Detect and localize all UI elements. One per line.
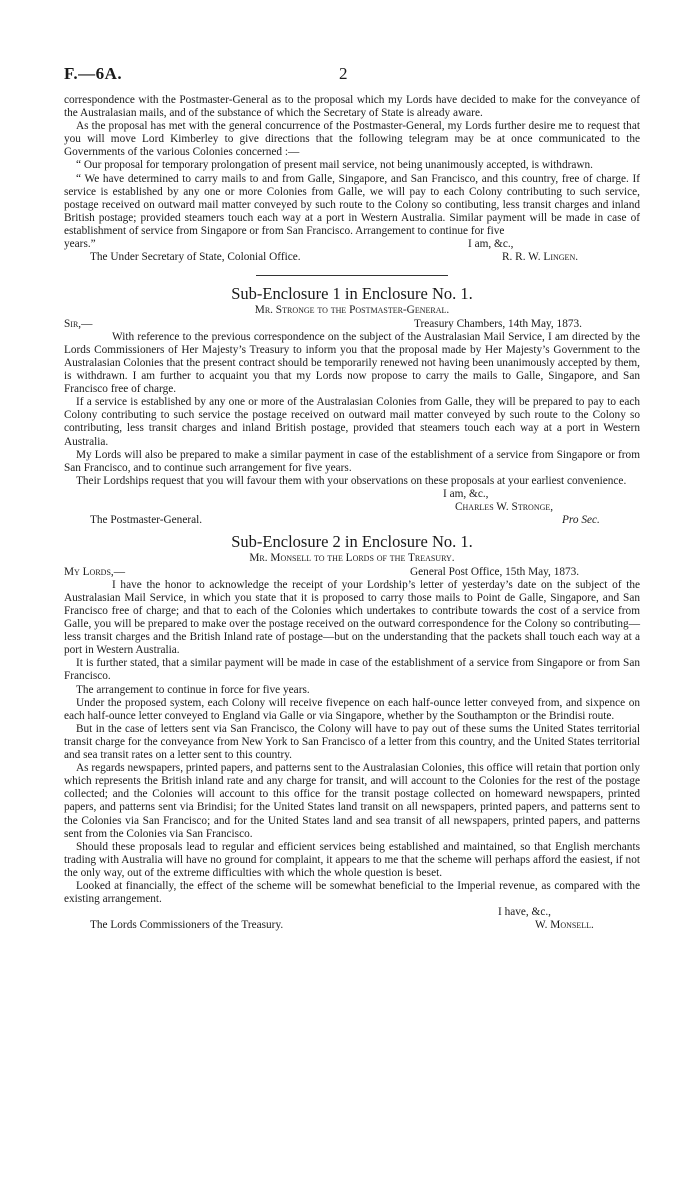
paragraph: With reference to the previous correspondence on the subject of the Australasian Mail Service, I am directed by the Lords Commissioners of Her Majesty’s Treasury to inform you that the proposal made by Her Majesty’s Government to the Australasian Colonies that the present contract should be temporarily renewed not having been unanimously accepted by them, is withdrawn. I am further to acquaint you that my Lords now propose to carry the mails to Galle, Singapore, and San Francisco free of charge. [64, 330, 640, 396]
addressee: The Lords Commissioners of the Treasury. [90, 919, 284, 932]
salutation-line [64, 318, 640, 331]
closing-line [64, 906, 640, 919]
sub-enclosure-1 [64, 284, 640, 527]
signature-line [64, 501, 640, 514]
paragraph: As the proposal has met with the general concurrence of the Postmaster-General, my Lords further desire me to request that you will move Lord Kimberley to give directions that the following telegram may be at once communicated to the Governments of the various Colonies concerned :— [64, 120, 640, 159]
paragraph: Looked at financially, the effect of the scheme will be somewhat beneficial to the Imperial revenue, as compared with the existing arrangement. [64, 879, 640, 906]
section-subtitle: Mr. Stronge to the Postmaster-General. [254, 304, 450, 317]
paragraph: It is further stated, that a similar payment will be made in case of the establishment of a service from Singapore or from San Francisco. [64, 657, 640, 683]
signature-line [64, 251, 640, 264]
page-number: 2 [339, 64, 348, 83]
sub-enclosure-2 [64, 532, 640, 932]
addressee: The Under Secretary of State, Colonial Office. [90, 251, 301, 264]
place-date: General Post Office, 15th May, 1873. [410, 565, 580, 578]
paragraph: Their Lordships request that you will favour them with your observations on these proposals at your earliest convenience. [76, 474, 627, 487]
salutation: Sir,— [64, 317, 93, 330]
section-subtitle: Mr. Monsell to the Lords of the Treasury. [249, 552, 455, 565]
page-header [64, 64, 640, 94]
document-reference: F.—6A. [64, 64, 123, 83]
closing-salutation: I have, &c., [498, 906, 552, 919]
paragraph: If a service is established by any one or more of the Australasian Colonies from Galle, they will be prepared to pay to each Colony contributing to such service the postage received on outward mail matter conveyed by such route to the Colony so contributing, less transit charges and inland British postage, provided that steamers touch each way at a port in Western Australia. [64, 396, 640, 448]
closing-line [64, 488, 640, 501]
telegram-paragraph: “ We have determined to carry mails to and from Galle, Singapore, and San Francisco, and this country, free of charge. If service is established by any one or more Colonies from Galle, we will pay to each Colony contributing to such service, postage received on outward mail matter conveyed by such route to the Colony so contibuting, less transit charges and inland British postage; provided steamers touch each way at a port in Western Australia. Similar payment will be made in case of establishment of service from Singapore or from San Francisco. Arrangement to continue for five [64, 172, 640, 237]
closing-salutation: I am, &c., [443, 487, 489, 500]
signature: Charles W. Stronge, [455, 501, 554, 514]
paragraph: Should these proposals lead to regular and efficient services being established and maintained, so that English merchants trading with Australia will have no ground for complaint, it appears to me that the scheme will perhaps afford the easiest, if not the only way, out of the extreme difficulties with which the whole question is beset. [64, 840, 640, 879]
signature-title: Pro Sec. [562, 514, 600, 527]
addressee-line [64, 514, 640, 527]
paragraph: The arrangement to continue in force for five years. [76, 683, 310, 696]
section-title: Sub-Enclosure 1 in Enclosure No. 1. [231, 284, 473, 304]
section-title: Sub-Enclosure 2 in Enclosure No. 1. [231, 532, 473, 552]
signature-line [64, 919, 640, 932]
closing-line [64, 238, 640, 251]
telegram-paragraph: “ Our proposal for temporary prolongation of present mail service, not being unanimously accepted, is withdrawn. [76, 159, 594, 172]
paragraph: correspondence with the Postmaster-General as to the proposal which my Lords have decided to make for the conveyance of the Australasian mails, and of the substance of which the Secretary of State is already aware. [64, 94, 640, 120]
salutation: My Lords,— [64, 565, 126, 578]
signature: R. R. W. Lingen. [502, 251, 579, 264]
signature: W. Monsell. [535, 919, 594, 932]
addressee: The Postmaster-General. [90, 514, 203, 527]
telegram-last-line: years.” [64, 238, 96, 251]
paragraph: My Lords will also be prepared to make a similar payment in case of the establishment of a service from Singapore or from San Francisco, and to continue such arrangement for five years. [64, 448, 640, 474]
section-divider [256, 275, 448, 276]
closing-salutation: I am, &c., [468, 238, 514, 251]
document-page [64, 64, 640, 932]
paragraph: But in the case of letters sent via San Francisco, the Colony will have to pay out of these sums the United States territorial transit charge for the conveyance from New York to San Francisco of a letter from this country, and the United States territorial and sea transit rates on a letter sent to this country. [64, 722, 640, 762]
paragraph: As regards newspapers, printed papers, and patterns sent to the Australasian Colonies, this office will retain that portion only which represents the British inland rate and any charge for transit, and will account to the Colonies for the rest of the postage collected; and the Colonies will account to this office for the transit postage collected on homeward newspapers, printed papers, and patterns sent via Brindisi; for the United States land transit on all newspapers, printed papers, and patterns sent to the Colonies via San Francisco; and for the United States land and sea transit of all newspapers, printed papers, and patterns sent from the Colonies via San Francisco. [64, 762, 640, 840]
salutation-line [64, 566, 640, 579]
place-date: Treasury Chambers, 14th May, 1873. [414, 317, 582, 330]
intro-letter [64, 94, 640, 264]
paragraph: Under the proposed system, each Colony will receive fivepence on each half-ounce letter conveyed from, and sixpence on each half-ounce letter conveyed to England via Galle or via Singapore, whether by the Southampton or the Brindisi route. [64, 696, 640, 722]
paragraph: I have the honor to acknowledge the receipt of your Lordship’s letter of yesterday’s date on the subject of the Australasian Mail Service, in which you state that it is proposed to carry those mails to Point de Galle, Singapore, and San Francisco free of charge; and that to each of the Colonies which undertakes to contribute towards the cost of a service from Galle, you will be prepared to make over the postage received on the outward correspondence for the Colony so contributing—less transit charges and the British Inland rate of postage—but on the understanding that the packets shall touch each way at a port in Western Australia. [64, 578, 640, 657]
